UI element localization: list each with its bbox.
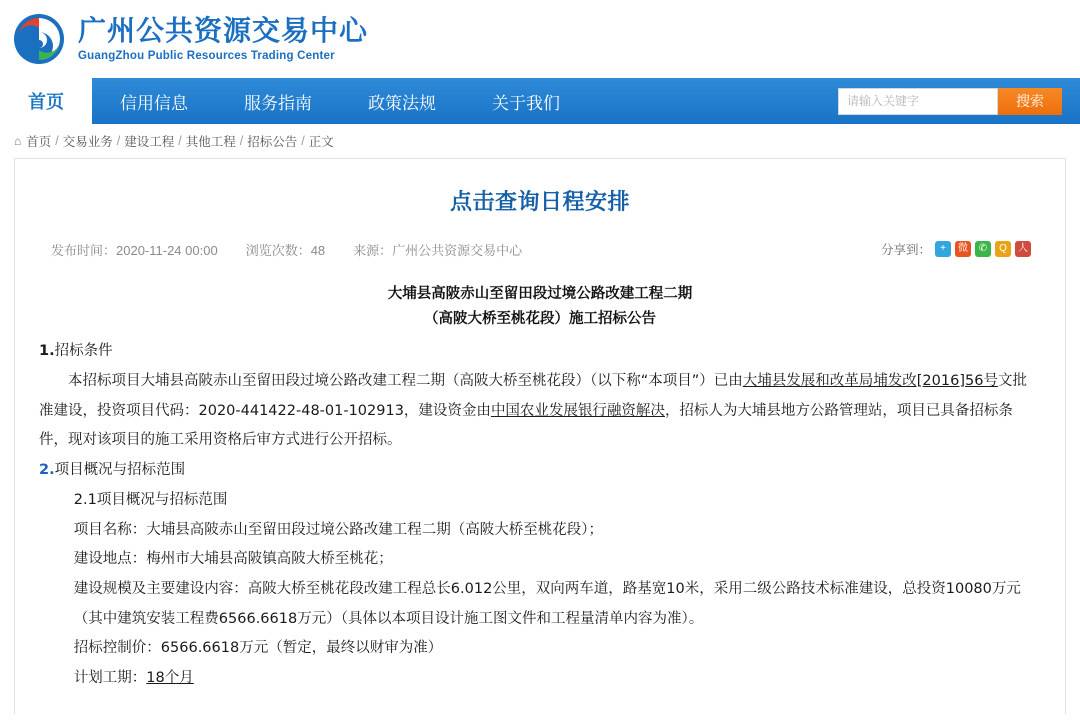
breadcrumb-item-5: 正文 [308, 135, 334, 149]
article-source: 来源：广州公共资源交易中心 [353, 242, 523, 258]
bid-control-price: 招标控制价：6566.6618万元（暂定，最终以财审为准） [73, 640, 443, 657]
nav-item-service-guide[interactable]: 服务指南 [244, 93, 312, 113]
publish-time: 发布时间：2020-11-24 00:00 [51, 242, 218, 258]
article-container [14, 158, 1066, 714]
breadcrumb-separator: / [301, 134, 305, 148]
document-heading-line1: 大埔县高陂赤山至留田段过境公路改建工程二期 [387, 286, 693, 302]
approval-doc-link[interactable]: 大埔县发展和改革局埔发改[2016]56号 [742, 373, 998, 389]
section-2-title: 项目概况与招标范围 [54, 462, 186, 479]
section-2-heading [39, 456, 1041, 486]
view-count: 浏览次数：48 [245, 242, 326, 258]
article-meta [39, 234, 1041, 264]
more-share-icon[interactable]: + [935, 241, 951, 257]
section-1-heading [39, 337, 1041, 367]
breadcrumb [0, 124, 1080, 158]
construction-scope: 建设规模及主要建设内容：高陂大桥至桃花段改建工程总长6.012公里，双向两车道，路基宽10米，采用二级公路技术标准建设，总投资10080万元（其中建筑安装工程费6566.6618万元）（具体以本项目设计施工图文件和工程量清单内容为准）。 [73, 581, 1021, 627]
breadcrumb-item-2[interactable]: 建设工程 [124, 135, 175, 149]
share-label: 分享到： [880, 243, 931, 257]
main-navigation [0, 78, 1080, 124]
nav-item-about-us[interactable]: 关于我们 [492, 93, 560, 113]
page-title: 点击查询日程安排 [449, 189, 630, 214]
funding-source-link[interactable]: 中国农业发展银行融资解决 [490, 402, 665, 419]
sina-weibo-icon[interactable]: 微 [955, 241, 971, 257]
breadcrumb-item-0[interactable]: 首页 [26, 135, 52, 149]
nav-item-credit-info[interactable]: 信用信息 [120, 93, 188, 113]
project-name: 项目名称：大埔县高陂赤山至留田段过境公路改建工程二期（高陂大桥至桃花段）； [73, 521, 604, 538]
share-bar [881, 240, 1031, 258]
article-body [39, 337, 1041, 694]
breadcrumb-separator: / [239, 134, 244, 148]
breadcrumb-item-3[interactable]: 其他工程 [185, 135, 236, 149]
site-title-cn: 广州公共资源交易中心 [78, 14, 369, 46]
section-2-number: 2. [39, 462, 55, 479]
section-1-paragraph: 本招标项目大埔县高陂赤山至留田段过境公路改建工程二期（高陂大桥至桃花段）（以下称“本项目”）已由大埔县发展和改革局埔发改[2016]56号文批准建设，投资项目代码：2020-441422-48-01-102913，建设资金由中国农业发展银行融资解决，招标人为大埔县地方公路管理站，项目已具备招标条件，现对该项目的施工采用资格后审方式进行公开招标。 [39, 373, 1027, 449]
breadcrumb-item-1[interactable]: 交易业务 [62, 135, 113, 149]
search-input[interactable] [838, 88, 998, 115]
qzone-icon[interactable]: Q [995, 241, 1011, 257]
breadcrumb-separator: / [116, 134, 121, 148]
document-heading-line2: （高陂大桥至桃花段）施工招标公告 [424, 310, 656, 327]
site-title-block [78, 16, 368, 62]
wechat-icon[interactable]: ✆ [975, 241, 991, 257]
section-1-number: 1. [39, 343, 55, 360]
breadcrumb-separator: / [178, 134, 182, 148]
breadcrumb-separator: / [55, 134, 59, 148]
swirl-logo-icon [12, 12, 66, 66]
site-header [0, 0, 1080, 78]
renren-icon[interactable]: 人 [1015, 241, 1031, 257]
planned-duration: 计划工期：18个月 [73, 670, 194, 687]
planned-duration-value: 18个月 [146, 670, 194, 687]
nav-item-home[interactable]: 首页 [0, 78, 92, 124]
search-button[interactable]: 搜索 [998, 88, 1062, 115]
document-heading [39, 282, 1041, 331]
site-title-en: GuangZhou Public Resources Trading Center [78, 49, 335, 62]
construction-site: 建设地点：梅州市大埔县高陂镇高陂大桥至桃花； [73, 551, 393, 568]
nav-item-policy-regulations[interactable]: 政策法规 [368, 93, 436, 113]
section-1-title: 招标条件 [54, 343, 113, 360]
search-area [838, 78, 1080, 124]
section-2-subheading: 2.1项目概况与招标范围 [73, 491, 228, 508]
breadcrumb-item-4[interactable]: 招标公告 [247, 135, 298, 149]
home-icon: ⌂ [14, 134, 22, 148]
